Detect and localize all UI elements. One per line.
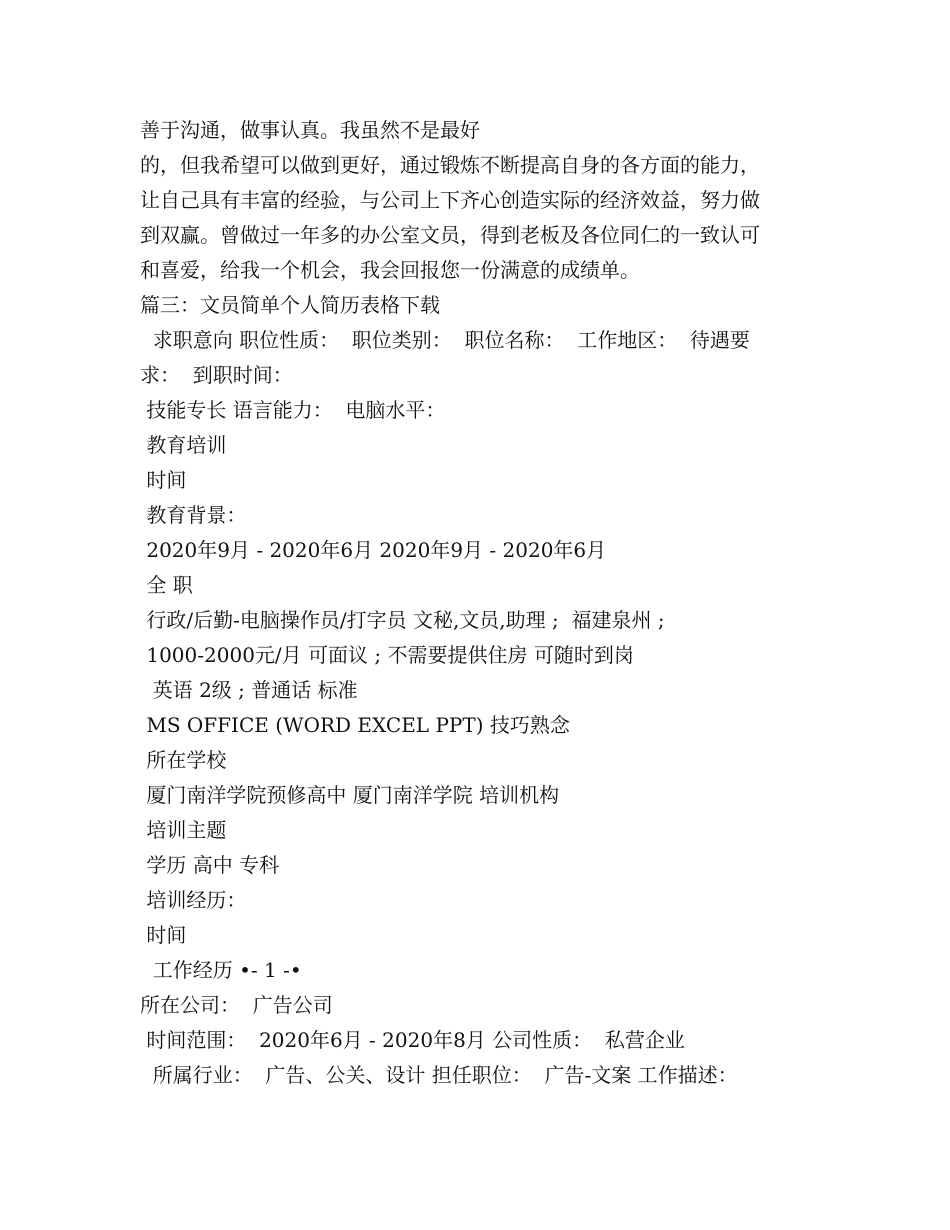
text-line: 善于沟通，做事认真。我虽然不是最好 [140, 118, 480, 142]
text-line: 所在公司： 广告公司 [140, 993, 333, 1017]
text-line: 培训经历： [140, 888, 247, 912]
text-line: 的，但我希望可以做到更好，通过锻炼不断提高自身的各方面的能力， [140, 153, 760, 177]
text-line: 教育背景： [140, 503, 247, 527]
text-line: 厦门南洋学院预修高中 厦门南洋学院 培训机构 [140, 783, 560, 807]
text-line: 求： 到职时间： [140, 363, 293, 387]
text-line: 所在学校 [140, 748, 227, 772]
section-heading: 篇三：文员简单个人简历表格下载 [140, 293, 440, 317]
text-line: 2020年9月 - 2020年6月 2020年9月 - 2020年6月 [140, 538, 607, 562]
text-line: MS OFFICE (WORD EXCEL PPT) 技巧熟念 [140, 713, 570, 737]
text-line: 全 职 [140, 573, 193, 597]
page-number-line: 工作经历 •- 1 -• [140, 958, 302, 982]
text-line: 时间 [140, 923, 187, 947]
text-line: 学历 高中 专科 [140, 853, 280, 877]
text-line: 所属行业： 广告、公关、设计 担任职位： 广告-文案 工作描述： [140, 1063, 738, 1087]
text-line: 培训主题 [140, 818, 227, 842]
text-line: 技能专长 语言能力： 电脑水平： [140, 398, 446, 422]
text-line: 时间范围： 2020年6月 - 2020年8月 公司性质： 私营企业 [140, 1028, 685, 1052]
text-line: 和喜爱，给我一个机会，我会回报您一份满意的成绩单。 [140, 258, 640, 282]
text-line: 到双赢。曾做过一年多的办公室文员，得到老板及各位同仁的一致认可 [140, 223, 760, 247]
text-line: 1000-2000元/月 可面议 ; 不需要提供住房 可随时到岗 [140, 643, 634, 667]
text-line: 求职意向 职位性质： 职位类别： 职位名称： 工作地区： 待遇要 [140, 328, 750, 352]
text-line: 行政/后勤-电脑操作员/打字员 文秘,文员,助理 ; 福建泉州 ; [140, 608, 665, 632]
text-line: 让自己具有丰富的经验，与公司上下齐心创造实际的经济效益，努力做 [140, 188, 760, 212]
text-line: 时间 [140, 468, 187, 492]
text-line: 教育培训 [140, 433, 227, 457]
text-line: 英语 2级 ; 普通话 标准 [140, 678, 358, 702]
